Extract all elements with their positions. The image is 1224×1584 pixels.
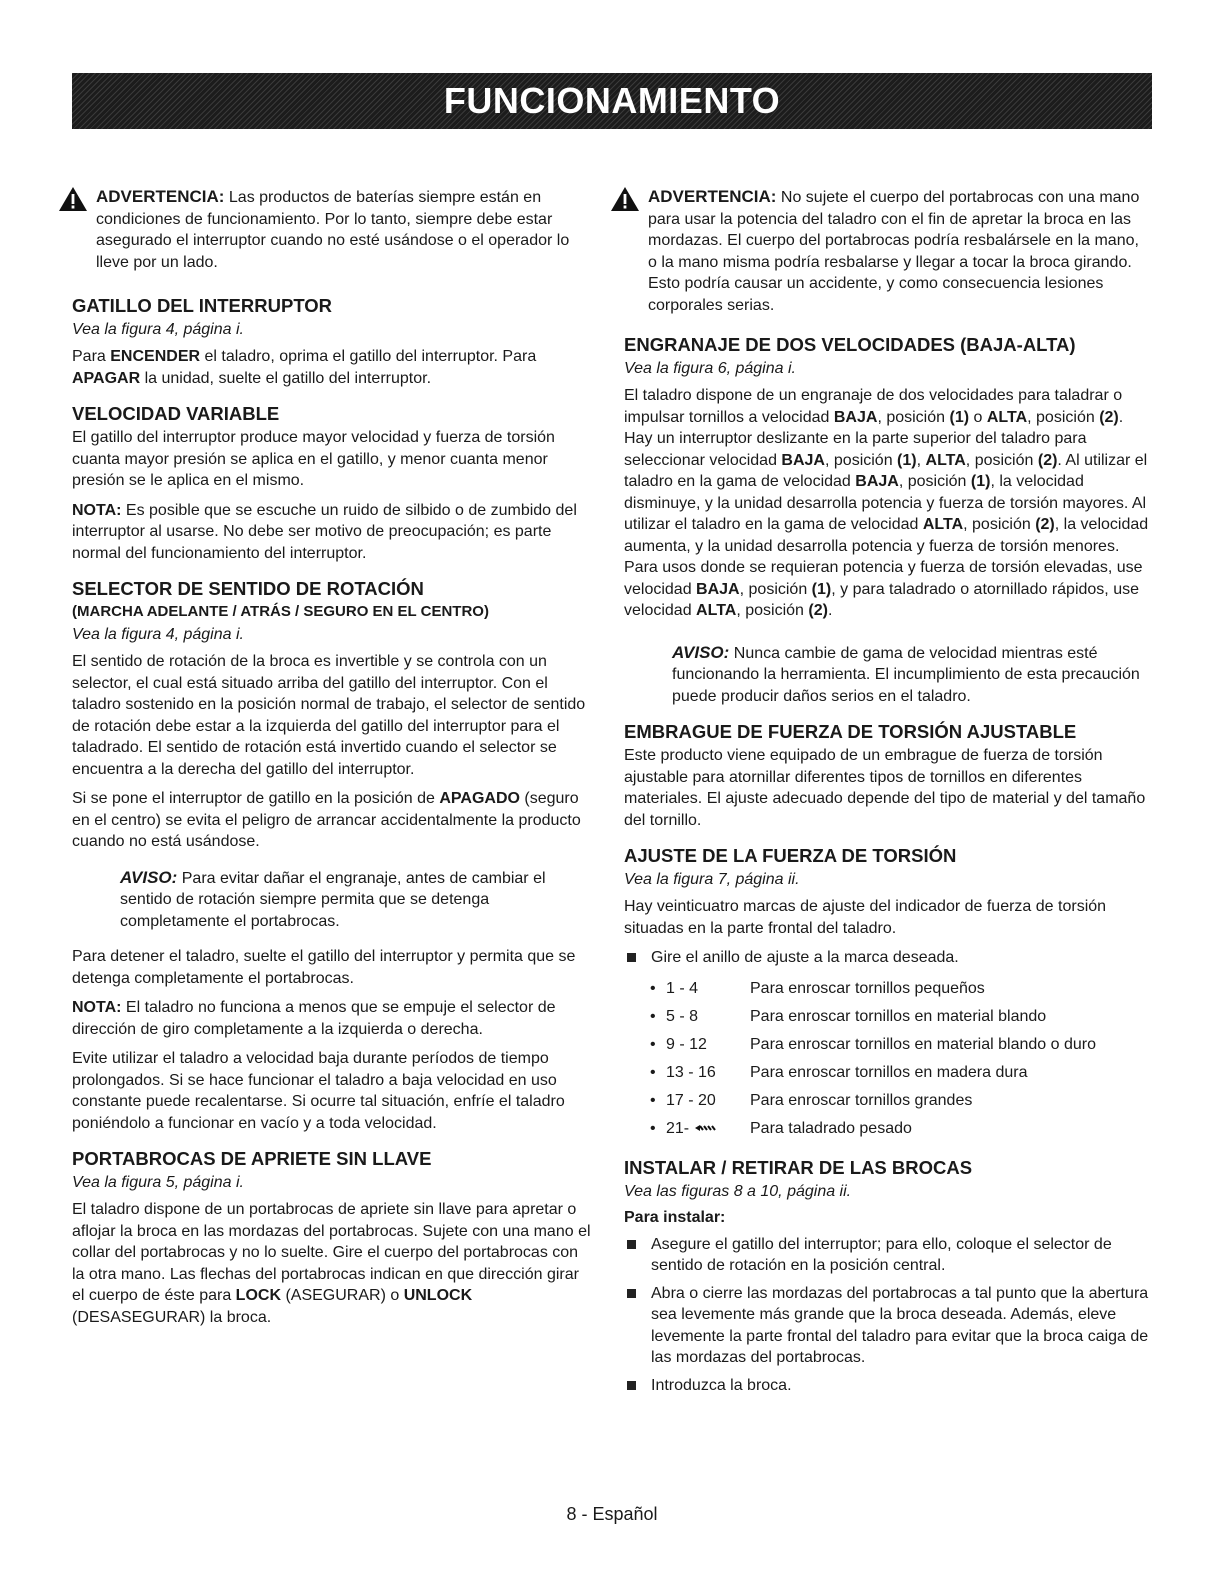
heading-clutch: EMBRAGUE DE FUERZA DE TORSIÓN AJUSTABLE	[624, 721, 1077, 742]
note: NOTA: El taladro no funciona a menos que se empuje el selector de dirección de giro completamente a la izquierda o derecha.	[72, 999, 556, 1038]
torque-setting-row: • 21- Para taladrado pesado	[650, 1119, 912, 1137]
paragraph: Evite utilizar el taladro a velocidad baja durante períodos de tiempo prolongados. Si se hace funcionar el taladro a baja velocidad en uso constante puede recalentarse. Si ocurre tal situación, enfríe el taladro poniéndolo a funcionar en vacío y a toda velocidad.	[72, 1050, 565, 1132]
note: NOTA: Es posible que se escuche un ruido de silbido o de zumbido del interruptor al usarse. No debe ser motivo de preocupación; es parte normal del funcionamiento del interruptor.	[72, 501, 577, 562]
section-banner	[72, 73, 1152, 129]
torque-setting-row: • 1 - 4 Para enroscar tornillos pequeños	[650, 979, 985, 997]
notice: AVISO: Nunca cambie de gama de velocidad mientras esté funcionando la herramienta. El incumplimiento de esta precaución puede producir daños serios en el taladro.	[672, 642, 1140, 705]
figure-ref: Vea la figura 6, página i.	[624, 360, 796, 377]
right-column	[624, 186, 1152, 1402]
subheading-install: Para instalar:	[624, 1208, 726, 1226]
warning-triangle-icon	[610, 186, 640, 212]
warning-text: ADVERTENCIA: Las productos de baterías siempre están en condiciones de funcionamiento. Por lo tanto, siempre debe estar asegurado el interruptor cuando no esté usándose o el operador lo lleve por un lado.	[96, 187, 570, 271]
section-title: FUNCIONAMIENTO	[443, 80, 781, 121]
figure-ref: Vea las figuras 8 a 10, página ii.	[624, 1182, 852, 1200]
torque-setting-row: • 17 - 20 Para enroscar tornillos grandes	[650, 1091, 973, 1109]
list-item: Abra o cierre las mordazas del portabrocas a tal punto que la abertura sea levemente más grande que la broca deseada. Además, eleve levemente la parte frontal del taladro para evitar que la broca caiga de las mordazas del portabrocas.	[624, 1283, 1152, 1369]
paragraph: El gatillo del interruptor produce mayor velocidad y fuerza de torsión cuanta mayor presión se aplica en el gatillo, y menor cuanta menor presión se le aplica en el mismo.	[72, 429, 555, 489]
figure-ref: Vea la figura 7, página ii.	[624, 871, 800, 888]
figure-ref: Vea la figura 5, página i.	[72, 1174, 244, 1191]
list-item: Asegure el gatillo del interruptor; para ello, coloque el selector de sentido de rotación en la posición central.	[624, 1234, 1152, 1277]
heading-install-bits: INSTALAR / RETIRAR DE LAS BROCAS	[624, 1156, 973, 1178]
heading-variable-speed: VELOCIDAD VARIABLE	[72, 403, 280, 424]
warning-block-right	[624, 186, 1152, 316]
warning-text: ADVERTENCIA: No sujete el cuerpo del portabrocas con una mano para usar la potencia del taladro con el fin de apretar la broca en las mordazas. El cuerpo del portabrocas podría resbalársele en la mano, o la mano misma podría resbalarse y llegar a tocar la broca girando. Esto podría causar un accidente, y como consecuencia lesiones corporales serias.	[648, 187, 1140, 314]
heading-rotation-selector: SELECTOR DE SENTIDO DE ROTACIÓN	[72, 578, 424, 599]
paragraph: Para ENCENDER el taladro, oprima el gatillo del interruptor. Para APAGAR la unidad, suelte el gatillo del interruptor.	[72, 348, 537, 387]
paragraph: El sentido de rotación de la broca es invertible y se controla con un selector, el cual está situado arriba del gatillo del interruptor. Con el taladro sostenido en la posición normal de trabajo, el selector de sentido de rotación debe estar a la izquierda del gatillo del interruptor para el taladrado. El sentido de rotación está invertido cuando el selector se encuentra a la derecha del gatillo del interruptor.	[72, 653, 586, 778]
warning-triangle-icon	[58, 186, 88, 212]
subheading-rotation-selector: (MARCHA ADELANTE / ATRÁS / SEGURO EN EL CENTRO)	[72, 603, 489, 620]
warning-label: ADVERTENCIA:	[648, 187, 777, 206]
torque-setting-row: • 5 - 8 Para enroscar tornillos en material blando	[650, 1007, 1047, 1025]
page-number: 8 - Español	[566, 1504, 658, 1524]
notice: AVISO: Para evitar dañar el engranaje, antes de cambiar el sentido de rotación siempre permita que se detenga completamente el portabrocas.	[120, 867, 546, 930]
drill-symbol-icon	[694, 1123, 716, 1133]
torque-settings-list	[650, 975, 1152, 1143]
torque-setting-row: • 9 - 12 Para enroscar tornillos en material blando o duro	[650, 1035, 1096, 1053]
heading-keyless-chuck: PORTABROCAS DE APRIETE SIN LLAVE	[72, 1148, 432, 1169]
paragraph: El taladro dispone de un engranaje de dos velocidades para taladrar o impulsar tornillos a velocidad BAJA, posición (1) o ALTA, posición (2). Hay un interruptor deslizante en la parte superior del taladro para seleccionar velocidad BAJA, posición (1), ALTA, posición (2). Al utilizar el taladro en la gama de velocidad BAJA, posición (1), la velocidad disminuye, y la unidad desarrolla potencia y fuerza de torsión mayores. Al utilizar el taladro en la gama de velocidad ALTA, posición (2), la velocidad aumenta, y la unidad desarrolla potencia y fuerza de torsión menores. Para usos donde se requieran potencia y fuerza de torsión elevadas, use velocidad BAJA, posición (1), y para taladrado o atornillado rápidos, use velocidad ALTA, posición (2).	[624, 387, 1149, 619]
warning-block-left	[72, 186, 592, 273]
figure-ref: Vea la figura 4, página i.	[72, 626, 244, 643]
list-item: Introduzca la broca.	[624, 1375, 1152, 1397]
paragraph: Para detener el taladro, suelte el gatillo del interruptor y permita que se detenga completamente el portabrocas.	[72, 948, 576, 987]
left-column	[72, 186, 592, 1336]
bullet-list	[624, 1234, 1152, 1397]
torque-setting-row: • 13 - 16 Para enroscar tornillos en madera dura	[650, 1063, 1028, 1081]
paragraph: El taladro dispone de un portabrocas de apriete sin llave para apretar o aflojar la broca en las mordazas del portabrocas. Sujete con una mano el collar del portabrocas y no lo suelte. Gire el cuerpo del portabrocas con la otra mano. Las flechas del portabrocas indican en que dirección girar el cuerpo de éste para LOCK (ASEGURAR) o UNLOCK (DESASEGURAR) la broca.	[72, 1201, 591, 1326]
bullet-list	[624, 947, 1152, 969]
paragraph: Si se pone el interruptor de gatillo en la posición de APAGADO (seguro en el centro) se evita el peligro de arrancar accidentalmente la producto cuando no está usándose.	[72, 790, 581, 850]
heading-torque-adjust: AJUSTE DE LA FUERZA DE TORSIÓN	[624, 845, 957, 866]
figure-ref: Vea la figura 4, página i.	[72, 321, 244, 338]
paragraph: Este producto viene equipado de un embrague de fuerza de torsión ajustable para atornillar diferentes tipos de tornillos en diferentes materiales. El ajuste adecuado depende del tipo de material y del tamaño del tornillo.	[624, 747, 1146, 829]
heading-two-speed-gear: ENGRANAJE DE DOS VELOCIDADES (BAJA-ALTA)	[624, 334, 1076, 355]
paragraph: Hay veinticuatro marcas de ajuste del indicador de fuerza de torsión situadas en la parte frontal del taladro.	[624, 898, 1107, 937]
heading-trigger: GATILLO DEL INTERRUPTOR	[72, 295, 333, 316]
list-item: Gire el anillo de ajuste a la marca deseada.	[624, 947, 1152, 969]
warning-label: ADVERTENCIA:	[96, 187, 225, 206]
